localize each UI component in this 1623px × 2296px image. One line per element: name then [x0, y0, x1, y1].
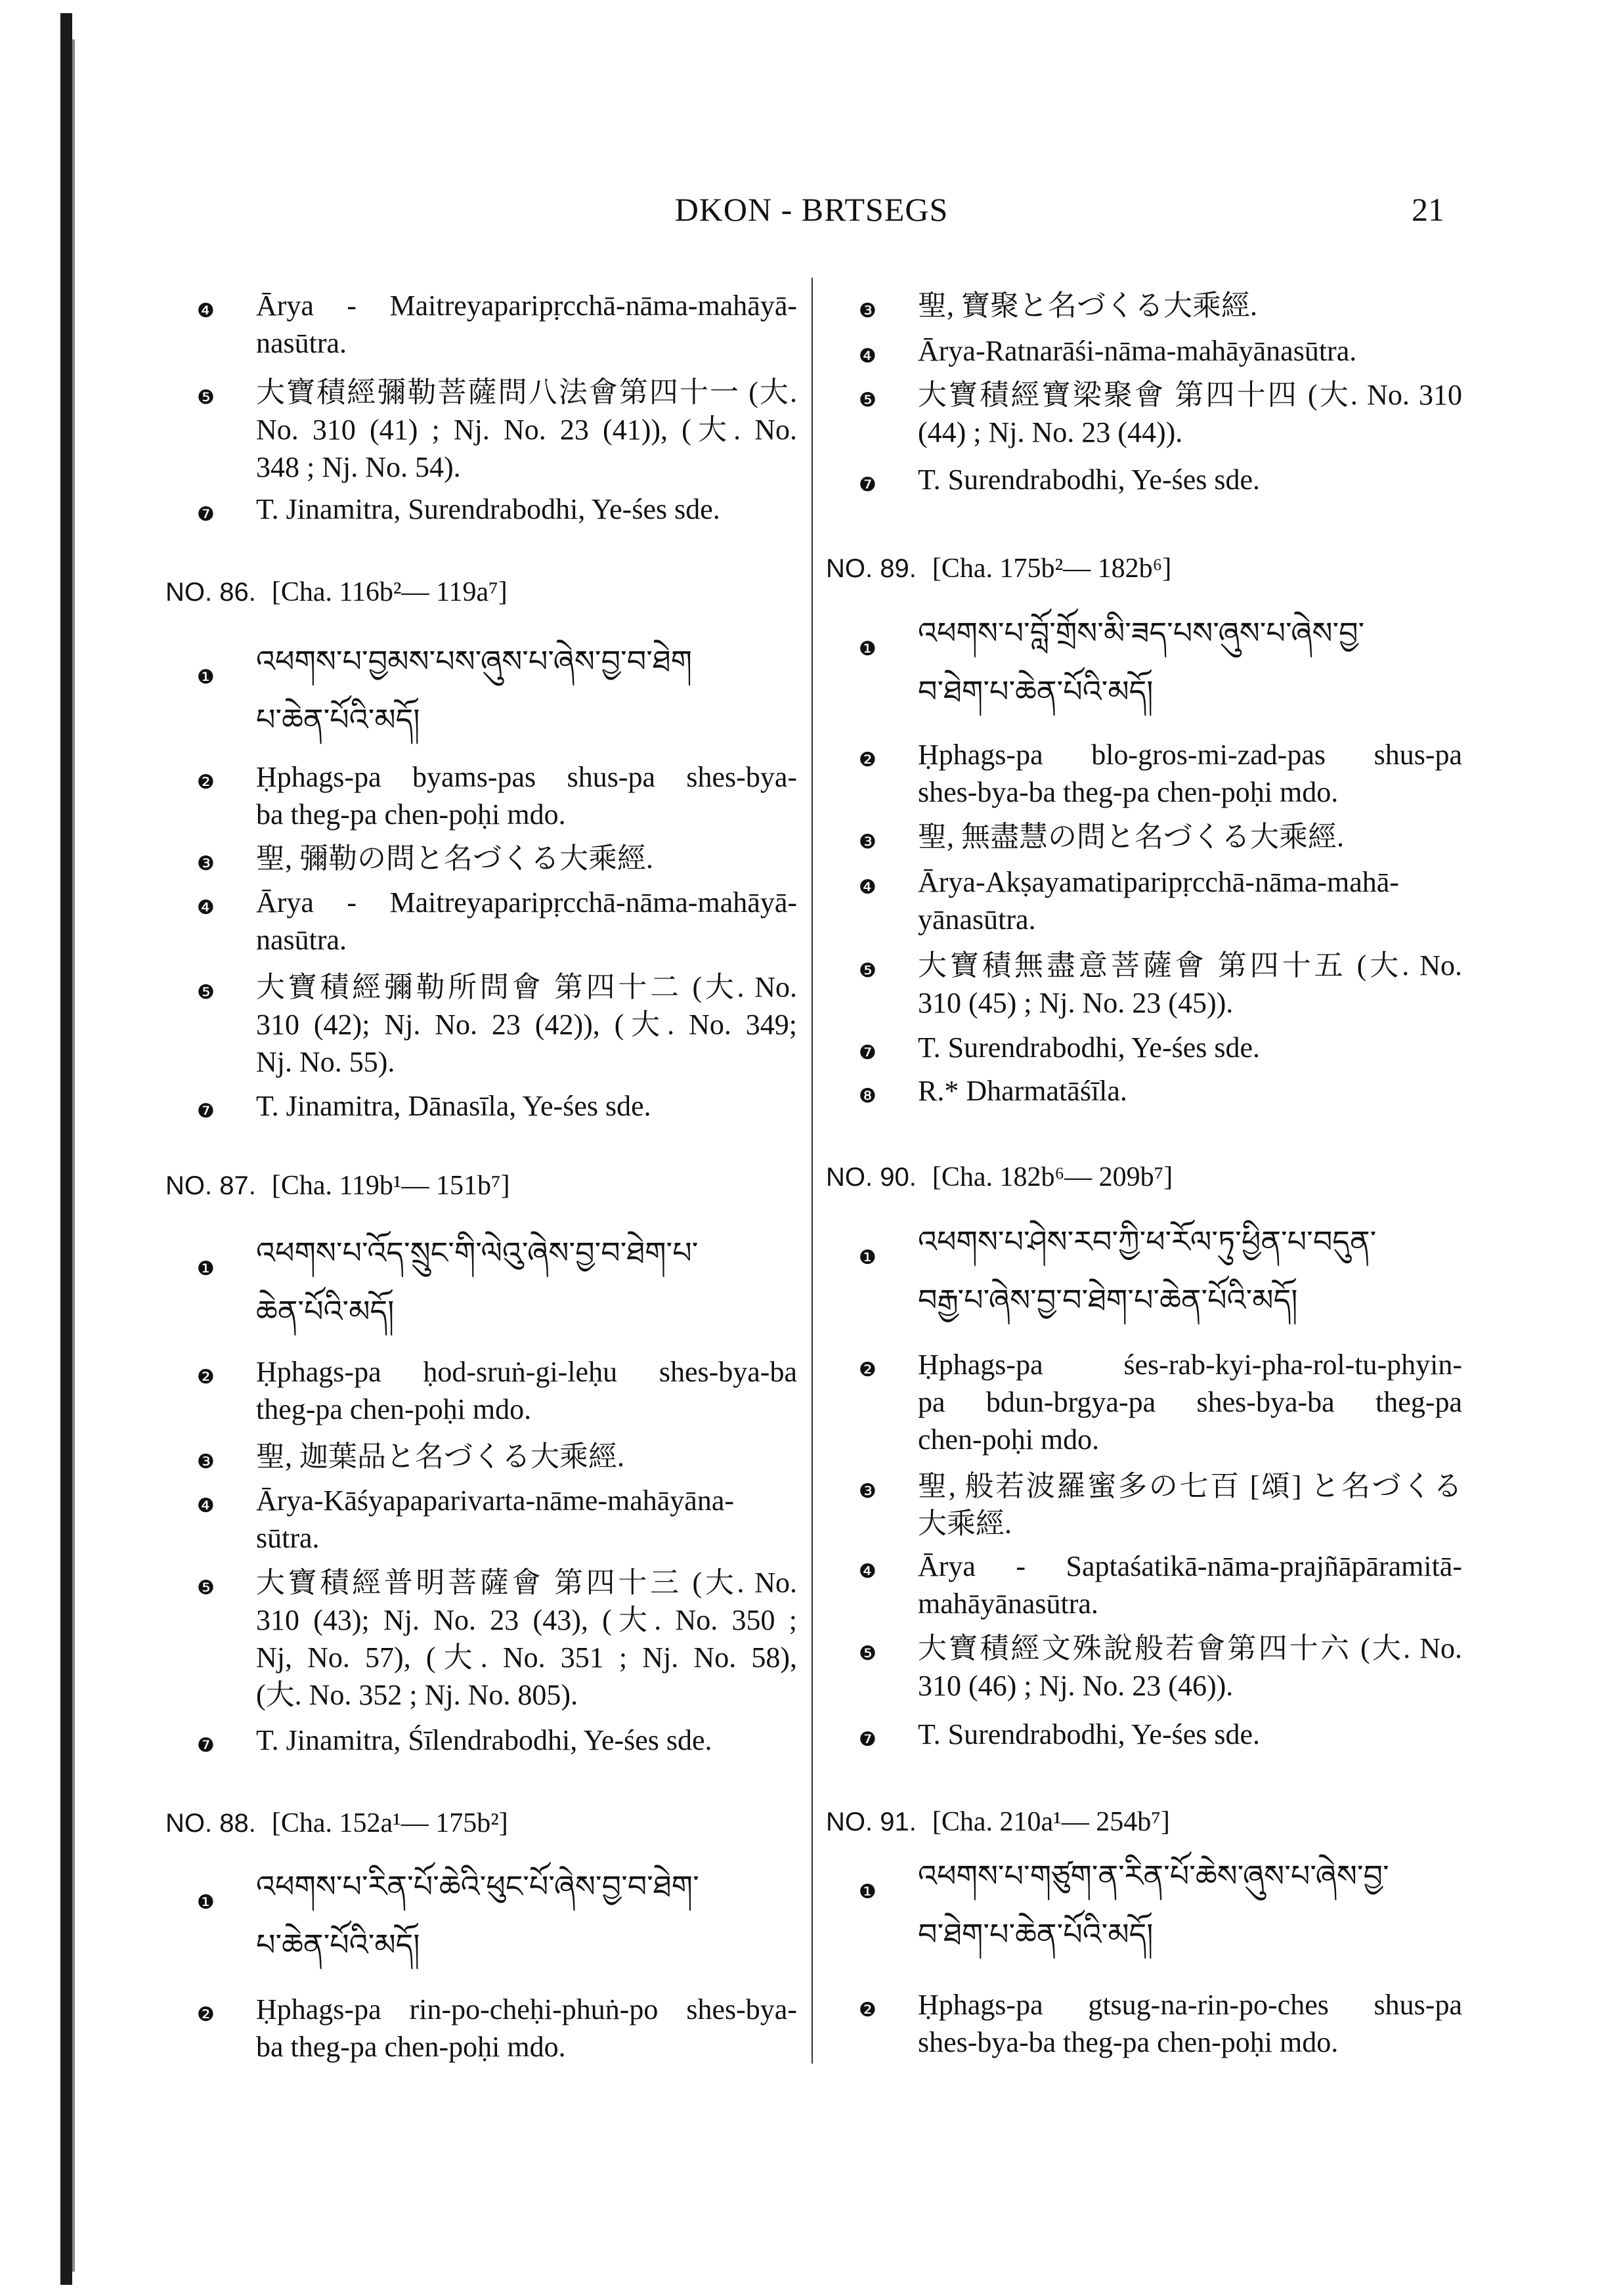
text-line: Nj. No. 55).: [256, 1045, 395, 1078]
text-line: 310 (42); Nj. No. 23 (42)), (大. No. 349;: [256, 1008, 797, 1041]
entry-field: [859, 736, 1462, 811]
text-line: No. 310 (41) ; Nj. No. 23 (41)), (大. No.: [256, 413, 797, 446]
circled-number-icon: ❹: [197, 896, 215, 919]
circled-number-icon: ❷: [859, 748, 876, 771]
text-line: T. Surendrabodhi, Ye-śes sde.: [918, 1031, 1261, 1064]
text-line: T. Jinamitra, Surendrabodhi, Ye-śes sde.: [256, 492, 720, 525]
circled-number-icon: ❶: [859, 1880, 876, 1903]
entry-field: [859, 863, 1462, 938]
entry-field: [197, 884, 797, 959]
text-line: (44) ; Nj. No. 23 (44)).: [918, 416, 1183, 448]
entry-field: [197, 1722, 797, 1759]
text-line: Ḥphags-pa rin-po-cheḥi-phuṅ-po shes-bya-: [256, 1993, 797, 2025]
circled-number-icon: ❷: [197, 771, 215, 794]
circled-number-icon: ❺: [197, 1576, 215, 1599]
circled-number-icon: ❼: [859, 1728, 876, 1751]
text-line: Ḥphags-pa śes-rab-kyi-pha-rol-tu-phyin-: [918, 1348, 1462, 1381]
entry-field: [197, 758, 797, 833]
text-line: (大. No. 352 ; Nj. No. 805).: [256, 1678, 578, 1711]
circled-number-icon: ❼: [197, 1100, 215, 1123]
text-line: sūtra.: [256, 1521, 320, 1554]
circled-number-icon: ❼: [859, 1041, 876, 1064]
circled-number-icon: ❹: [197, 299, 215, 322]
circled-number-icon: ❹: [197, 1494, 215, 1517]
entry-field: [859, 287, 1462, 324]
tibetan-title: [859, 1847, 1462, 1964]
text-line: འཕགས་པ་གཙུག་ན་རིན་པོ་ཆེས་ཞུས་པ་ཞེས་བྱ་: [918, 1857, 1389, 1894]
circled-number-icon: ❹: [859, 876, 876, 899]
circled-number-icon: ❶: [197, 1891, 215, 1914]
circled-number-icon: ❸: [859, 1480, 876, 1503]
entry-field: [197, 1564, 797, 1714]
text-line: Ārya - Maitreyaparipṛcchā-nāma-mahāyā-: [256, 289, 797, 322]
text-line: འཕགས་པ་བློ་གྲོས་མི་ཟད་པས་ཞུས་པ་ཞེས་བྱ་: [918, 615, 1365, 651]
circled-number-icon: ❷: [859, 1999, 876, 2022]
tibetan-title: [197, 632, 797, 749]
text-line: Ḥphags-pa gtsug-na-rin-po-ches shus-pa: [918, 1988, 1462, 2021]
circled-number-icon: ❽: [859, 1085, 876, 1108]
entry-number: NO. 90.: [826, 1163, 917, 1192]
entry-field: [197, 968, 797, 1081]
entry-field: [859, 461, 1462, 498]
text-line: Ḥphags-pa byams-pas shus-pa shes-bya-: [256, 760, 797, 793]
circled-number-icon: ❸: [197, 1450, 215, 1473]
text-line: Ārya-Kāśyapaparivarta-nāme-mahāyāna-: [256, 1484, 735, 1517]
text-line: 大寶積經寶梁聚會 第四十四 (大. No. 310: [918, 378, 1462, 411]
column-divider: [812, 278, 813, 2064]
entry-field: [197, 840, 797, 877]
text-line: 310 (46) ; Nj. No. 23 (46)).: [918, 1669, 1234, 1702]
folio-reference: [Cha. 116b²— 119a⁷]: [271, 577, 508, 607]
entry-number: NO. 86.: [165, 578, 256, 607]
circled-number-icon: ❼: [859, 473, 876, 496]
circled-number-icon: ❺: [197, 981, 215, 1004]
text-line: R.* Dharmatāśīla.: [918, 1074, 1127, 1107]
text-line: ཆེན་པོའི་མདོ།: [256, 1293, 395, 1329]
text-line: 348 ; Nj. No. 54).: [256, 450, 461, 483]
text-line: ba theg-pa chen-poḥi mdo.: [256, 798, 566, 831]
entry-field: [197, 374, 797, 486]
tibetan-title: [859, 1213, 1462, 1330]
entry-field: [197, 1991, 797, 2066]
text-line: nasūtra.: [256, 923, 347, 956]
running-title: DKON - BRTSEGS: [674, 191, 949, 228]
binding-edge: [72, 39, 75, 2272]
entry-field: [859, 1630, 1462, 1704]
entry-field: [859, 1548, 1462, 1622]
entry-field: [859, 1716, 1462, 1753]
entry-field: [859, 947, 1462, 1022]
entry-number: NO. 87.: [165, 1171, 256, 1200]
circled-number-icon: ❶: [859, 1246, 876, 1269]
text-line: shes-bya-ba theg-pa chen-poḥi mdo.: [918, 775, 1339, 808]
text-line: Ḥphags-pa ḥod-sruṅ-gi-leḥu shes-bya-ba: [256, 1355, 797, 1388]
circled-number-icon: ❺: [197, 386, 215, 409]
entry-field: [859, 1072, 1462, 1110]
circled-number-icon: ❺: [859, 959, 876, 982]
text-line: བརྒྱ་པ་ཞེས་བྱ་བ་ཐེག་པ་ཆེན་པོའི་མདོ།: [918, 1282, 1298, 1318]
entry-heading: [165, 1170, 510, 1202]
text-line: འཕགས་པ་འོད་སྲུང་གི་ལེའུ་ཞེས་བྱ་བ་ཐེག་པ་: [256, 1234, 699, 1270]
entry-number: NO. 91.: [826, 1808, 917, 1836]
circled-number-icon: ❶: [859, 638, 876, 661]
text-line: 310 (43); Nj. No. 23 (43), (大. No. 350 ;: [256, 1603, 797, 1636]
text-line: T. Jinamitra, Śīlendrabodhi, Ye-śes sde.: [256, 1723, 712, 1756]
folio-reference: [Cha. 210a¹— 254b⁷]: [932, 1807, 1170, 1837]
circled-number-icon: ❸: [197, 852, 215, 875]
entry-field: [859, 1029, 1462, 1066]
text-line: 大寶積無盡意菩薩會 第四十五 (大. No.: [918, 949, 1462, 982]
text-line: 聖, 迦葉品と名づくる大乘經.: [256, 1440, 624, 1473]
text-line: 310 (45) ; Nj. No. 23 (45)).: [918, 986, 1234, 1019]
text-line: yānasūtra.: [918, 903, 1036, 936]
circled-number-icon: ❺: [859, 389, 876, 412]
entry-field: [197, 490, 797, 528]
text-line: 聖, 無盡慧の問と名づくる大乘經.: [918, 820, 1344, 853]
entry-field: [859, 376, 1462, 451]
text-line: T. Surendrabodhi, Ye-śes sde.: [918, 1718, 1261, 1750]
folio-reference: [Cha. 175b²— 182b⁶]: [932, 553, 1172, 584]
text-line: འཕགས་པ་ཤེས་རབ་ཀྱི་ཕ་རོལ་ཏུ་ཕྱིན་པ་བདུན་: [918, 1223, 1377, 1259]
circled-number-icon: ❹: [859, 345, 876, 368]
entry-heading: [826, 1161, 1173, 1193]
text-line: བ་ཐེག་པ་ཆེན་པོའི་མདོ།: [918, 1916, 1154, 1952]
text-line: པ་ཆེན་པོའི་མདོ།: [256, 1926, 420, 1962]
text-line: Ḥphags-pa blo-gros-mi-zad-pas shus-pa: [918, 738, 1462, 771]
circled-number-icon: ❶: [197, 666, 215, 689]
circled-number-icon: ❸: [859, 299, 876, 322]
text-line: 大寶積經文殊說般若會第四十六 (大. No.: [918, 1632, 1462, 1664]
circled-number-icon: ❼: [197, 503, 215, 526]
entry-field: [197, 1353, 797, 1428]
entry-field: [197, 1438, 797, 1475]
text-line: Ārya - Maitreyaparipṛcchā-nāma-mahāyā-: [256, 886, 797, 919]
folio-reference: [Cha. 152a¹— 175b²]: [271, 1808, 508, 1838]
circled-number-icon: ❹: [859, 1560, 876, 1583]
text-line: པ་ཆེན་པོའི་མདོ།: [256, 701, 420, 737]
folio-reference: [Cha. 119b¹— 151b⁷]: [271, 1171, 510, 1201]
text-line: Ārya-Akṣayamatiparipṛcchā-nāma-mahā-: [918, 865, 1399, 898]
text-line: 聖, 寶聚と名づくる大乘經.: [918, 289, 1257, 322]
circled-number-icon: ❷: [859, 1358, 876, 1381]
entry-number: NO. 88.: [165, 1809, 256, 1838]
text-line: 大寶積經彌勒所問會 第四十二 (大. No.: [256, 970, 797, 1003]
text-line: 聖, 般若波羅蜜多の七百 [頌] と名づくる: [918, 1469, 1462, 1502]
entry-number: NO. 89.: [826, 554, 917, 583]
entry-field: [859, 332, 1462, 370]
tibetan-title: [197, 1224, 797, 1341]
circled-number-icon: ❺: [859, 1642, 876, 1665]
text-line: 大寶積經普明菩薩會 第四十三 (大. No.: [256, 1566, 797, 1599]
tibetan-title: [197, 1857, 797, 1974]
entry-field: [197, 1482, 797, 1557]
entry-field: [859, 1986, 1462, 2061]
text-line: ba theg-pa chen-poḥi mdo.: [256, 2030, 566, 2063]
page-number: 21: [1412, 191, 1444, 228]
entry-heading: [826, 553, 1171, 584]
circled-number-icon: ❸: [859, 831, 876, 854]
text-line: shes-bya-ba theg-pa chen-poḥi mdo.: [918, 2025, 1339, 2058]
folio-reference: [Cha. 182b⁶— 209b⁷]: [932, 1162, 1173, 1192]
entry-field: [859, 1467, 1462, 1542]
entry-field: [859, 1346, 1462, 1458]
text-line: 大乘經.: [918, 1507, 1012, 1540]
text-line: Ārya - Saptaśatikā-nāma-prajñāpāramitā-: [918, 1549, 1462, 1582]
text-line: T. Jinamitra, Dānasīla, Ye-śes sde.: [256, 1089, 651, 1122]
text-line: འཕགས་པ་བྱམས་པས་ཞུས་པ་ཞེས་བྱ་བ་ཐེག: [256, 643, 693, 679]
text-line: Ārya-Ratnarāśi-nāma-mahāyānasūtra.: [918, 334, 1357, 367]
circled-number-icon: ❷: [197, 2003, 215, 2026]
text-line: བ་ཐེག་པ་ཆེན་པོའི་མདོ།: [918, 673, 1154, 709]
circled-number-icon: ❶: [197, 1257, 215, 1280]
entry-field: [197, 1087, 797, 1125]
text-line: pa bdun-brgya-pa shes-bya-ba theg-pa: [918, 1385, 1462, 1418]
entry-heading: [826, 1806, 1170, 1838]
text-line: 聖, 彌勒の問と名づくる大乘經.: [256, 842, 653, 875]
text-line: Nj, No. 57), (大. No. 351 ; Nj. No. 58),: [256, 1641, 797, 1674]
circled-number-icon: ❷: [197, 1366, 215, 1389]
text-line: mahāyānasūtra.: [918, 1587, 1098, 1620]
entry-heading: [165, 576, 508, 608]
text-line: 大寶積經彌勒菩薩問八法會第四十一 (大.: [256, 376, 797, 408]
binding-shadow: [60, 13, 72, 2285]
entry-heading: [165, 1808, 508, 1839]
entry-field: [859, 818, 1462, 856]
text-line: འཕགས་པ་རིན་པོ་ཆེའི་ཕུང་པོ་ཞེས་བྱ་བ་ཐེག་: [256, 1868, 699, 1904]
text-line: T. Surendrabodhi, Ye-śes sde.: [918, 463, 1261, 496]
entry-field: [197, 287, 797, 362]
circled-number-icon: ❼: [197, 1734, 215, 1757]
tibetan-title: [859, 604, 1462, 721]
text-line: theg-pa chen-poḥi mdo.: [256, 1393, 532, 1425]
text-line: nasūtra.: [256, 326, 347, 359]
text-line: chen-poḥi mdo.: [918, 1423, 1100, 1456]
